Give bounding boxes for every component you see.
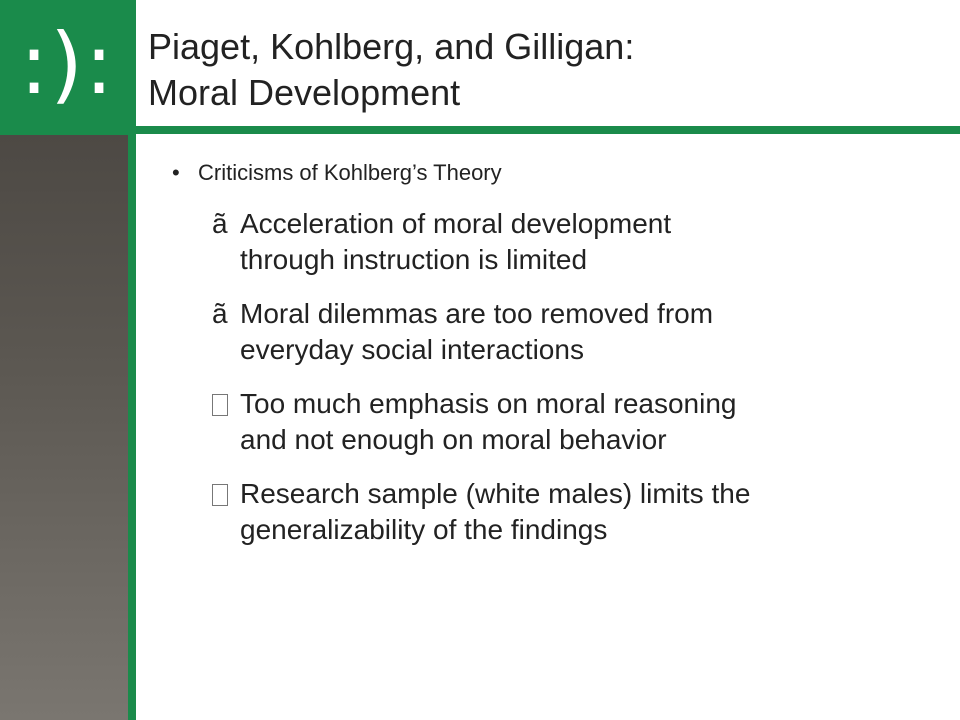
- sub-bullet-marker-icon: ã: [212, 208, 228, 239]
- sub-bullet-line: and not enough on moral behavior: [240, 424, 667, 455]
- bullet-dot-icon: •: [172, 160, 180, 185]
- vertical-accent-line: [128, 0, 136, 720]
- slide-title-line-1: Piaget, Kohlberg, and Gilligan:: [148, 26, 635, 67]
- sub-bullet-item: [160, 386, 940, 458]
- sub-bullet-line: through instruction is limited: [240, 244, 588, 275]
- sub-bullet-line: Too much emphasis on moral reasoning: [240, 388, 737, 419]
- left-decorative-strip: [0, 135, 128, 720]
- logo-block: [0, 0, 135, 135]
- smiley-logo-icon: :):: [19, 14, 116, 113]
- sub-bullet-line: Moral dilemmas are too removed from: [240, 298, 714, 329]
- sub-bullet-marker-icon: ã: [212, 298, 228, 329]
- slide-content: [160, 150, 940, 548]
- sub-bullet-item: [160, 296, 940, 368]
- missing-glyph-box-icon: [212, 386, 236, 422]
- bullet-text: Criticisms of Kohlberg’s Theory: [198, 160, 502, 185]
- sub-bullet-item: [160, 206, 940, 278]
- slide-title-line-2: Moral Development: [148, 72, 461, 113]
- sub-bullet-line: Research sample (white males) limits the: [240, 478, 751, 509]
- missing-glyph-box-icon: [212, 476, 236, 512]
- sub-bullet-line: Acceleration of moral development: [240, 208, 672, 239]
- bullet-criticisms: [160, 158, 940, 188]
- horizontal-accent-line: [128, 126, 960, 134]
- sub-bullet-list: [160, 206, 940, 548]
- sub-bullet-line: everyday social interactions: [240, 334, 584, 365]
- slide-title: [148, 24, 948, 116]
- sub-bullet-item: [160, 476, 940, 548]
- sub-bullet-line: generalizability of the findings: [240, 514, 608, 545]
